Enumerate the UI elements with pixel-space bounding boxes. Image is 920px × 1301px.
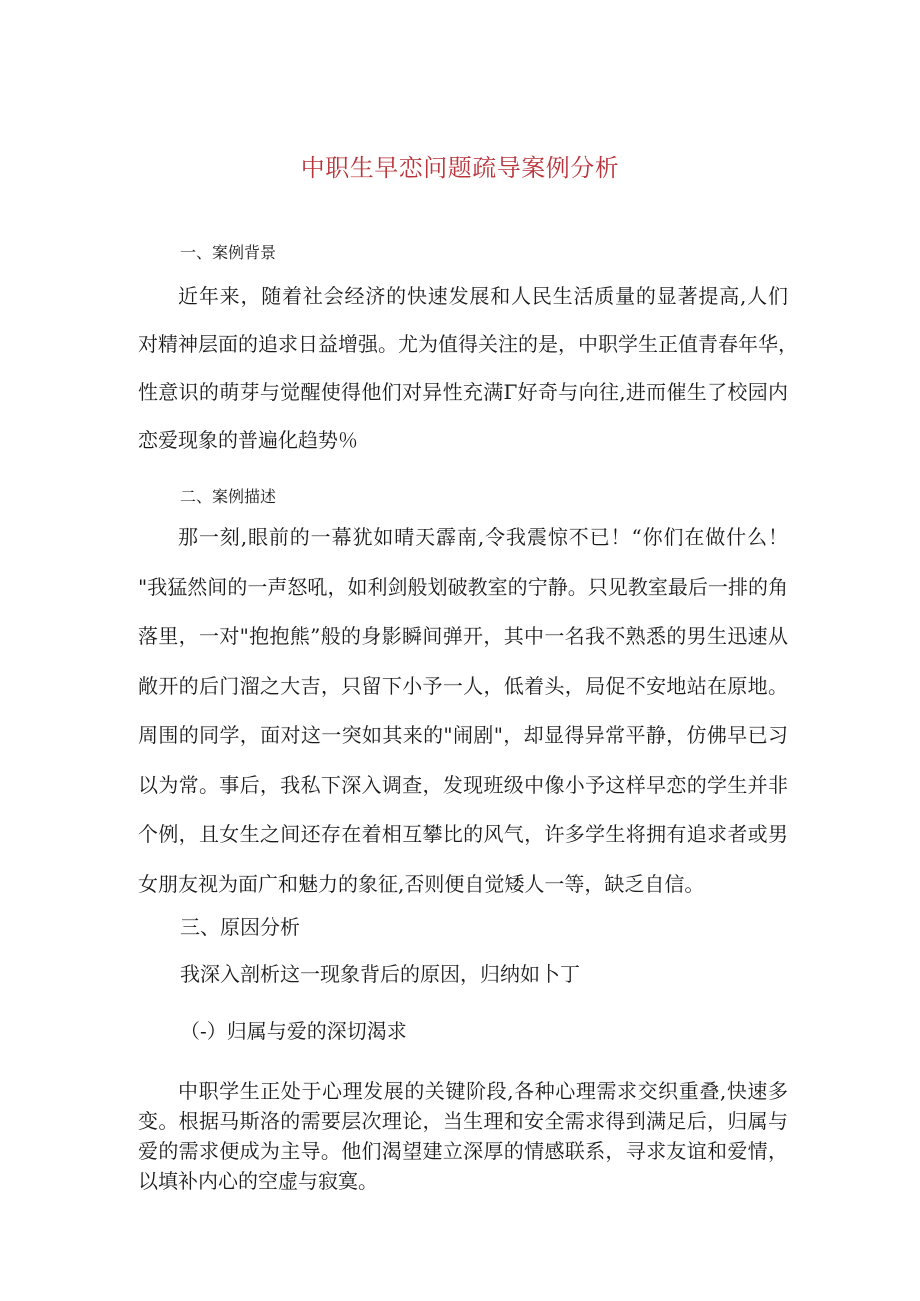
paragraph-line: "我猛然间的一声怒吼，如利剑般划破教室的宁静。只见教室最后一排的角 [138, 574, 788, 599]
section-heading-analysis: 三、原因分析 [180, 915, 300, 939]
paragraph-line: 对精神层面的追求日益增强。尤为值得关注的是，中职学生正值青春年华， [138, 332, 798, 356]
section-heading-background: 一、案例背景 [180, 243, 277, 262]
paragraph-line: 以为常。事后，我私下深入调查，发现班级中像小予这样早恋的学生并非 [138, 772, 788, 797]
paragraph-line: 周围的同学，面对这一突如其来的"闹剧"，却显得异常平静，仿佛早已习 [138, 723, 788, 747]
paragraph-line: 变。根据马斯洛的需要层次理论，当生理和安全需求得到满足后，归属与 [138, 1109, 788, 1133]
paragraph-line: 以填补内心的空虚与寂寞。 [138, 1169, 378, 1193]
section-heading-description: 二、案例描述 [180, 487, 277, 506]
paragraph-line: 敞开的后门溜之大吉，只留下小予一人，低着头，局促不安地站在原地。 [138, 673, 788, 698]
analysis-intro: 我深入剖析这一现象背后的原因，归纳如卜丁 [180, 962, 580, 986]
document-title: 中职生早恋问题疏导案例分析 [300, 154, 620, 182]
paragraph-line: 个例，且女生之间还存在着相互攀比的风气，许多学生将拥有追求者或男 [138, 822, 788, 846]
paragraph-background [138, 272, 798, 464]
paragraph-line: 恋爱现象的普遍化趋势％ [138, 428, 358, 452]
paragraph-line: 女朋友视为面广和魅力的象征,否则便自觉矮人一等，缺乏自信。 [138, 871, 705, 896]
paragraph-line: 性意识的萌芽与觉醒使得他们对异性充满Γ好奇与向往,进而催生了校园内 [138, 380, 788, 404]
paragraph-line: 爱的需求便成为主导。他们渴望建立深厚的情感联系，寻求友谊和爱情， [138, 1139, 788, 1163]
paragraph-belonging [138, 1076, 788, 1196]
paragraph-line: 近年来，随着社会经济的快速发展和人民生活质量的显著提高,人们 [178, 284, 788, 308]
paragraph-description [138, 513, 788, 909]
subheading-belonging: （-）归属与爱的深切渴求 [180, 1019, 407, 1043]
paragraph-line: 落里，一对"抱抱熊”般的身影瞬间弹开，其中一名我不熟悉的男生迅速从 [138, 624, 788, 648]
paragraph-line: 那一刻,眼前的一幕犹如晴天霹南,令我震惊不已！“你们在做什么！ [178, 525, 788, 549]
paragraph-line: 中职学生正处于心理发展的关键阶段,各种心理需求交织重叠,快速多 [178, 1079, 788, 1103]
